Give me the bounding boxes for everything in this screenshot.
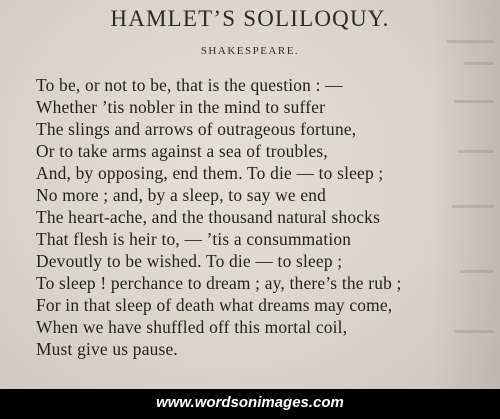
poem-line: Whether ’tis nobler in the mind to suffer bbox=[36, 97, 326, 117]
poem-line: The slings and arrows of outrageous fortune, bbox=[36, 119, 357, 139]
bleed-through-text bbox=[458, 150, 494, 153]
watermark-text: www.wordsonimages.com bbox=[156, 394, 344, 411]
poem-line: That flesh is heir to, — ’tis a consummation bbox=[36, 229, 352, 249]
poem-line: Devoutly to be wished. To die — to sleep ; bbox=[36, 251, 343, 271]
bleed-through-text bbox=[446, 40, 494, 43]
poem-line: Must give us pause. bbox=[36, 339, 178, 359]
poem-line: To be, or not to be, that is the question : — bbox=[36, 75, 343, 95]
poem-line: The heart-ache, and the thousand natural shocks bbox=[36, 207, 381, 227]
poem-line: No more ; and, by a sleep, to say we end bbox=[36, 185, 327, 205]
bleed-through-text bbox=[454, 100, 494, 103]
poem-line: When we have shuffled off this mortal coil, bbox=[36, 317, 348, 337]
bleed-through-text bbox=[464, 62, 494, 65]
poem-line: And, by opposing, end them. To die — to sleep ; bbox=[36, 163, 384, 183]
bleed-through-text bbox=[452, 205, 494, 208]
poem-title: HAMLET’S SOLILOQUY. bbox=[110, 6, 390, 31]
page-bleed-through bbox=[430, 0, 500, 400]
poem-line: Or to take arms against a sea of troubles, bbox=[36, 141, 328, 161]
poem-line: For in that sleep of death what dreams may come, bbox=[36, 295, 393, 315]
bleed-through-text bbox=[460, 270, 494, 273]
poem-author: SHAKESPEARE. bbox=[200, 45, 300, 57]
poem-line: To sleep ! perchance to dream ; ay, there’s the rub ; bbox=[36, 273, 402, 293]
bleed-through-text bbox=[454, 330, 494, 333]
